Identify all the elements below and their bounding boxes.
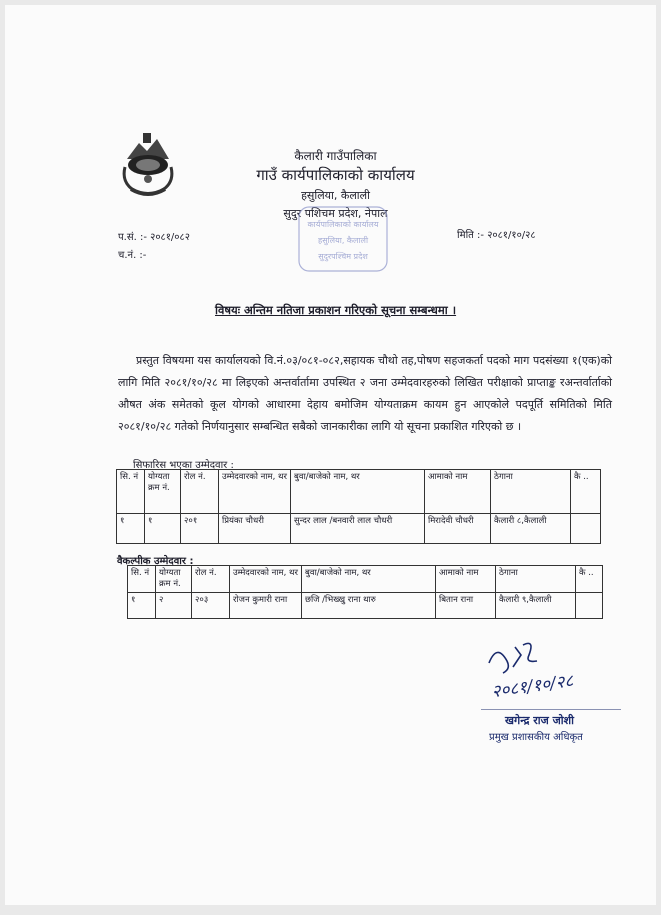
table-row bbox=[117, 514, 601, 544]
header-cell: रोल नं. bbox=[192, 566, 230, 593]
header-cell: बुवा/बाजेको नाम, थर bbox=[302, 566, 436, 593]
table-cell: १ bbox=[145, 514, 181, 544]
table-cell: मिरादेवी चौधरी bbox=[425, 514, 491, 544]
table-cell: २०३ bbox=[192, 593, 230, 619]
subject-line: विषयः अन्तिम नतिजा प्रकाशन गरिएको सूचना सम्बन्धमा । bbox=[215, 303, 457, 317]
table-cell: २०१ bbox=[181, 514, 219, 544]
header-cell: कै .. bbox=[571, 470, 601, 514]
header-cell: रोल नं. bbox=[181, 470, 219, 514]
header-cell: योग्यता क्रम नं. bbox=[145, 470, 181, 514]
recommended-table bbox=[116, 469, 601, 544]
header-cell: सि. नं bbox=[128, 566, 156, 593]
office-name: गाउँ कार्यपालिकाको कार्यालय bbox=[256, 166, 415, 184]
table-cell: सुन्दर लाल /बनवारी लाल चौधरी bbox=[291, 514, 425, 544]
table-cell: १ bbox=[117, 514, 145, 544]
office-stamp bbox=[297, 205, 389, 273]
signatory-title: प्रमुख प्रशासकीय अधिकृत bbox=[489, 732, 583, 743]
header-cell: योग्यता क्रम नं. bbox=[156, 566, 192, 593]
svg-text:सुदुरपश्चिम प्रदेश: सुदुरपश्चिम प्रदेश bbox=[318, 252, 368, 261]
svg-text:हसुलिया, कैलाली: हसुलिया, कैलाली bbox=[317, 236, 369, 245]
office-location: हसुलिया, कैलाली bbox=[301, 189, 370, 202]
header-cell: कै .. bbox=[576, 566, 603, 593]
table-header-row bbox=[128, 566, 603, 593]
table-cell: २ bbox=[156, 593, 192, 619]
office-province: सुदुर पशिचम प्रदेश, नेपाल bbox=[283, 207, 388, 220]
header-cell: बुवा/बाजेको नाम, थर bbox=[291, 470, 425, 514]
table-cell: १ bbox=[128, 593, 156, 619]
table-cell: रोजन कुमारी राना bbox=[230, 593, 302, 619]
notice-body: प्रस्तुत विषयमा यस कार्यालयको वि.नं.०३/०८१-०८२,सहायक चौथो तह,पोषण सहजकर्ता पदको माग पदसंख्या १(एक)को लागि मिति २०८१/१०/२८ मा लिइएको अन्तर्वार्तामा उपस्थित २ जना उम्मेदवारहरुको लिखित परीक्षाको प्राप्ताङ्क रअन्तर्वार्ताको औषत अंक समेतको कूल योगको आधारमा देहाय बमोजिम योग्यताक्रम कायम हुन आएकोले पदपूर्ति समितिको मिति २०८१/१०/२८ गतेको निर्णयानुसार सम्बन्धित सबैको जानकारीका लागि यो सूचना प्रकाशित गरिएको छ । bbox=[118, 354, 612, 433]
org-name: कैलारी गाउँपालिका bbox=[294, 149, 377, 163]
header-cell: उम्मेदवारको नाम, थर bbox=[219, 470, 291, 514]
header-cell: ठेगाना bbox=[491, 470, 571, 514]
table-cell bbox=[571, 514, 601, 544]
table-cell: कैलारी ८,कैलाली bbox=[491, 514, 571, 544]
dispatch-number: च.नं. :- bbox=[118, 250, 147, 261]
handwritten-signature bbox=[477, 633, 617, 705]
table-cell bbox=[576, 593, 603, 619]
table-cell: कैलारी ९,कैलाली bbox=[496, 593, 576, 619]
header-cell: ठेगाना bbox=[496, 566, 576, 593]
signatory-name: खगेन्द्र राज जोशी bbox=[505, 714, 574, 727]
header-cell: आमाको नाम bbox=[425, 470, 491, 514]
signature-divider bbox=[481, 709, 621, 710]
header-cell: आमाको नाम bbox=[436, 566, 496, 593]
alternate-table bbox=[127, 565, 603, 619]
table-cell: बितान राना bbox=[436, 593, 496, 619]
header-cell: सि. नं bbox=[117, 470, 145, 514]
recommended-label: सिफारिस भएका उम्मेदवार : bbox=[133, 460, 234, 471]
table-cell: छजि /भिख्खु राना थारु bbox=[302, 593, 436, 619]
header-cell: उम्मेदवारको नाम, थर bbox=[230, 566, 302, 593]
svg-text:कार्यपालिकाको कार्यालय: कार्यपालिकाको कार्यालय bbox=[307, 220, 379, 229]
letter-date: मिति :- २०८१/१०/२८ bbox=[457, 230, 536, 241]
alternate-label: वैकल्पीक उम्मेदवार : bbox=[117, 556, 194, 567]
table-cell: प्रियंका चौधरी bbox=[219, 514, 291, 544]
table-row bbox=[128, 593, 603, 619]
reference-number: प.सं. :- २०८१/०८२ bbox=[118, 232, 190, 243]
table-header-row bbox=[117, 470, 601, 514]
letter-page bbox=[5, 5, 656, 905]
signature-date: २०८१/१०/२८ bbox=[490, 671, 575, 703]
